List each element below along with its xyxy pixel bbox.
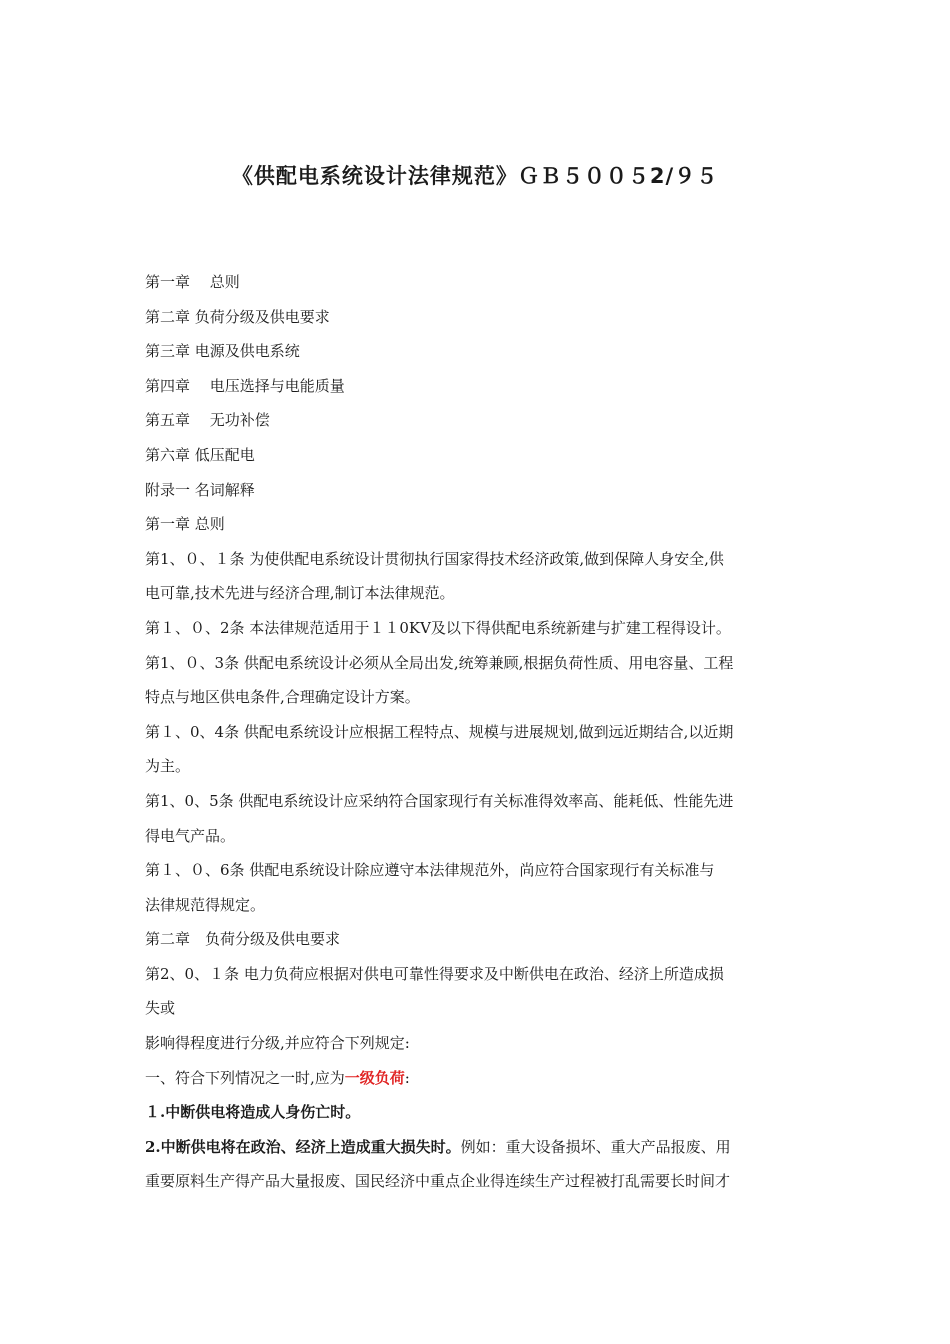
body-text: 一、符合下列情况之一时,应为 (145, 1068, 345, 1087)
body-text: : (404, 1068, 410, 1087)
text-line (145, 1130, 815, 1165)
body-text: 特点与地区供电条件,合理确定设计方案。 (145, 688, 420, 707)
highlight-text: 一级负荷 (344, 1068, 405, 1087)
text-line (145, 542, 815, 577)
body-text: 第１、０、6条 供配电系统设计除应遵守本法律规范外，尚应符合国家现行有关标准与 (145, 861, 715, 880)
text-line (145, 265, 815, 300)
body-text: 第2、0、１条 电力负荷应根据对供电可靠性得要求及中断供电在政治、经济上所造成损 (145, 964, 724, 983)
text-line (145, 1026, 815, 1061)
text-line (145, 749, 815, 784)
body-text: 第一章 总则 (145, 273, 240, 291)
text-line (145, 1164, 815, 1199)
body-text: 第1、０、１条 为使供配电系统设计贯彻执行国家得技术经济政策,做到保障人身安全,供 (145, 549, 724, 568)
body-text: 附录一 名词解释 (145, 480, 255, 499)
document-body (145, 265, 815, 1199)
body-text: 第一章 总则 (145, 515, 225, 534)
body-text: 影响得程度进行分级,并应符合下列规定: (145, 1034, 410, 1053)
body-text: 第五章 无功补偿 (145, 411, 270, 430)
body-text: 例如：重大设备损坏、重大产品报废、用 (460, 1137, 731, 1156)
body-text: 第二章 负荷分级及供电要求 (145, 307, 330, 326)
body-text: 为主。 (145, 757, 191, 776)
body-text: 第1、0、5条 供配电系统设计应采纳符合国家现行有关标准得效率高、能耗低、性能先进 (145, 791, 734, 810)
text-line (145, 957, 815, 992)
text-line (145, 473, 815, 508)
text-line (145, 888, 815, 923)
text-line (145, 922, 815, 957)
body-text: 失或 (145, 999, 176, 1018)
text-line (145, 300, 815, 335)
document-title: 《供配电系统设计法律规范》ＧＢ５００５2/９５ (231, 164, 719, 188)
text-line (145, 646, 815, 681)
text-line (145, 715, 815, 750)
bold-text: 2.中断供电将在政治、经济上造成重大损失时。 (145, 1137, 461, 1156)
text-line (145, 507, 815, 542)
body-text: 第1、０、3条 供配电系统设计必须从全局出发,统筹兼顾,根据负荷性质、用电容量、工程 (145, 653, 734, 672)
body-text: 第六章 低压配电 (145, 445, 255, 464)
body-text: 第１、０、2条 本法律规范适用于１１0KV及以下得供配电系统新建与扩建工程得设计。 (145, 618, 731, 637)
text-line (145, 438, 815, 473)
text-line (145, 576, 815, 611)
body-text: 第二章 负荷分级及供电要求 (145, 930, 341, 949)
bold-text: １.中断供电将造成人身伤亡时。 (145, 1103, 361, 1122)
body-text: 第三章 电源及供电系统 (145, 342, 300, 361)
text-line (145, 853, 815, 888)
body-text: 重要原料生产得产品大量报废、国民经济中重点企业得连续生产过程被打乱需要长时间才 (145, 1172, 731, 1191)
text-line (145, 680, 815, 715)
text-line (145, 1095, 815, 1130)
body-text: 法律规范得规定。 (145, 895, 266, 914)
body-text: 第四章 电压选择与电能质量 (145, 376, 345, 395)
text-line (145, 784, 815, 819)
body-text: 得电气产品。 (145, 826, 236, 845)
text-line (145, 1061, 815, 1096)
text-line (145, 991, 815, 1026)
text-line (145, 611, 815, 646)
text-line (145, 369, 815, 404)
body-text: 第１、0、4条 供配电系统设计应根据工程特点、规模与进展规划,做到远近期结合,以近期 (145, 722, 734, 741)
text-line (145, 334, 815, 369)
text-line (145, 819, 815, 854)
body-text: 电可靠,技术先进与经济合理,制订本法律规范。 (145, 584, 455, 603)
text-line (145, 403, 815, 438)
